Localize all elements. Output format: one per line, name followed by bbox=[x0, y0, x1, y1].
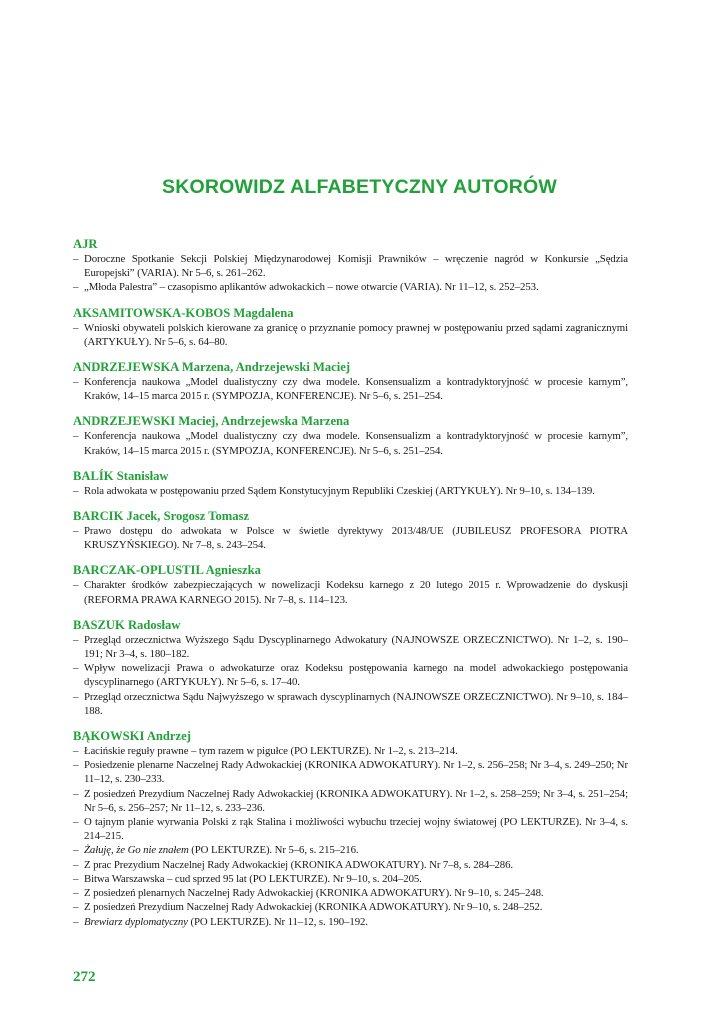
author-section bbox=[73, 305, 628, 349]
entry-text: Bitwa Warszawska – cud sprzed 95 lat (PO LEKTURZE). Nr 9–10, s. 204–205. bbox=[84, 872, 422, 885]
entry-text: O tajnym planie wyrwania Polski z rąk Stalina i możliwości wybuchu trzeciej wojny światowej (PO LEKTURZE). Nr 3–4, s. 214–215. bbox=[84, 816, 628, 843]
entry-title-italic: Żałuję, że Go nie znałem bbox=[84, 844, 189, 857]
index-entry bbox=[73, 578, 628, 606]
index-entry bbox=[73, 900, 628, 914]
entry-text: Konferencja naukowa „Model dualistyczny czy dwa modele. Konsensualizm a kontradyktoryjność w procesie karnym”, Kraków, 14–15 marca 2015 r. (SYMPOZJA, KONFERENCJE). Nr 5–6, s. 251–254. bbox=[84, 430, 628, 457]
entry-dash: – bbox=[73, 915, 79, 928]
entry-dash: – bbox=[73, 690, 79, 703]
index-entry bbox=[73, 843, 628, 857]
entry-list bbox=[73, 744, 628, 929]
author-name: AKSAMITOWSKA-KOBOS Magdalena bbox=[73, 305, 294, 320]
author-name: BASZUK Radosław bbox=[73, 617, 181, 632]
entry-text: (PO LEKTURZE). Nr 11–12, s. 190–192. bbox=[187, 915, 368, 928]
index-entry bbox=[73, 690, 628, 718]
index-entry bbox=[73, 915, 628, 929]
author-section bbox=[73, 508, 628, 552]
entry-text: Wpływ nowelizacji Prawa o adwokaturze oraz Kodeksu postępowania karnego na model adwokackiego postępowania dyscyplinarnego (ARTYKUŁY). Nr 5–6, s. 17–40. bbox=[84, 662, 628, 689]
entry-dash: – bbox=[73, 745, 79, 758]
index-entry bbox=[73, 375, 628, 403]
author-section bbox=[73, 413, 628, 457]
entry-dash: – bbox=[73, 759, 79, 772]
entry-text: „Młoda Palestra” – czasopismo aplikantów adwokackich – nowe otwarcie (VARIA). Nr 11–12, s. 252–253. bbox=[84, 281, 539, 294]
entry-text: Charakter środków zabezpieczających w nowelizacji Kodeksu karnego z 20 lutego 2015 r. Wprowadzenie do dyskusji (REFORMA PRAWA KARNEGO 2015). Nr 7–8, s. 114–123. bbox=[84, 579, 628, 606]
entry-dash: – bbox=[73, 321, 79, 334]
entry-text: Doroczne Spotkanie Sekcji Polskiej Międzynarodowej Komisji Prawników – wręczenie nagród w Konkursie „Sędzia Europejski” (VARIA). Nr 5–6, s. 261–262. bbox=[84, 253, 628, 280]
entry-text: Przegląd orzecznictwa Wyższego Sądu Dyscyplinarnego Adwokatury (NAJNOWSZE ORZECZNICTWO). Nr 1–2, s. 190–191; Nr 3–4, s. 180–182. bbox=[84, 633, 628, 661]
entry-text: Prawo dostępu do adwokata w Polsce w świetle dyrektywy 2013/48/UE (JUBILEUSZ PROFESORA PIOTRA KRUSZYŃSKIEGO). Nr 7–8, s. 243–254. bbox=[84, 525, 628, 552]
index-entry bbox=[73, 872, 628, 886]
index-entry bbox=[73, 280, 628, 294]
index-entry bbox=[73, 787, 628, 815]
entry-dash: – bbox=[73, 430, 79, 443]
index-entry bbox=[73, 886, 628, 900]
index-entry bbox=[73, 524, 628, 552]
entry-text: Rola adwokata w postępowaniu przed Sądem Konstytucyjnym Republiki Czeskiej (ARTYKUŁY). Nr 9–10, s. 134–139. bbox=[84, 484, 595, 497]
author-index bbox=[73, 236, 628, 939]
index-entry bbox=[73, 758, 628, 786]
entry-text: Z posiedzeń plenarnych Naczelnej Rady Adwokackiej (KRONIKA ADWOKATURY). Nr 9–10, s. 245–248. bbox=[84, 887, 544, 900]
index-entry bbox=[73, 484, 628, 498]
entry-list bbox=[73, 633, 628, 718]
entry-dash: – bbox=[73, 844, 79, 857]
entry-text: Z posiedzeń Prezydium Naczelnej Rady Adwokackiej (KRONIKA ADWOKATURY). Nr 1–2, s. 258–259; Nr 3–4, s. 251–254; Nr 5–6, s. 256–257; Nr 11–12, s. 233–236. bbox=[84, 787, 628, 814]
entry-text: Wnioski obywateli polskich kierowane za granicę o przyznanie pomocy prawnej w postępowaniu przed sądami zagranicznymi (ARTYKUŁY). Nr 5–6, s. 64–80. bbox=[84, 321, 628, 348]
entry-dash: – bbox=[73, 633, 79, 646]
index-entry bbox=[73, 858, 628, 872]
author-name: BALÍK Stanisław bbox=[73, 468, 169, 483]
author-section bbox=[73, 359, 628, 403]
author-section bbox=[73, 468, 628, 498]
entry-dash: – bbox=[73, 376, 79, 389]
author-name: ANDRZEJEWSKI Maciej, Andrzejewska Marzena bbox=[73, 414, 350, 429]
entry-title-italic: Brewiarz dyplomatyczny bbox=[84, 915, 188, 928]
index-entry bbox=[73, 429, 628, 457]
page-number: 272 bbox=[73, 969, 96, 985]
author-section bbox=[73, 617, 628, 718]
entry-text: Z prac Prezydium Naczelnej Rady Adwokackiej (KRONIKA ADWOKATURY). Nr 7–8, s. 284–286. bbox=[84, 858, 513, 871]
index-entry bbox=[73, 661, 628, 689]
page-title: SKOROWIDZ ALFABETYCZNY AUTORÓW bbox=[162, 176, 557, 198]
author-name: AJR bbox=[73, 237, 98, 251]
index-entry bbox=[73, 744, 628, 758]
entry-dash: – bbox=[73, 901, 79, 914]
entry-list bbox=[73, 484, 628, 498]
entry-text: Z posiedzeń Prezydium Naczelnej Rady Adwokackiej (KRONIKA ADWOKATURY). Nr 9–10, s. 248–252. bbox=[84, 901, 543, 914]
entry-text: (PO LEKTURZE). Nr 5–6, s. 215–216. bbox=[188, 844, 359, 857]
author-name: BARCZAK-OPLUSTIL Agnieszka bbox=[73, 563, 261, 578]
index-entry bbox=[73, 815, 628, 843]
entry-text: Posiedzenie plenarne Naczelnej Rady Adwokackiej (KRONIKA ADWOKATURY). Nr 1–2, s. 256–258; Nr 3–4, s. 249–250; Nr 11–12, s. 230–233. bbox=[84, 759, 628, 786]
entry-list bbox=[73, 429, 628, 457]
entry-text: Konferencja naukowa „Model dualistyczny czy dwa modele. Konsensualizm a kontradyktoryjność w procesie karnym”, Kraków, 14–15 marca 2015 r. (SYMPOZJA, KONFERENCJE). Nr 5–6, s. 251–254. bbox=[84, 376, 628, 403]
entry-list bbox=[73, 321, 628, 349]
entry-dash: – bbox=[73, 872, 79, 885]
entry-dash: – bbox=[73, 662, 79, 675]
entry-dash: – bbox=[73, 887, 79, 900]
entry-dash: – bbox=[73, 858, 79, 871]
entry-text: Łacińskie reguły prawne – tym razem w pigułce (PO LEKTURZE). Nr 1–2, s. 213–214. bbox=[84, 745, 458, 758]
entry-dash: – bbox=[73, 816, 79, 829]
entry-dash: – bbox=[73, 484, 79, 497]
author-section bbox=[73, 562, 628, 606]
author-name: BARCIK Jacek, Srogosz Tomasz bbox=[73, 509, 250, 524]
index-entry bbox=[73, 252, 628, 280]
entry-list bbox=[73, 578, 628, 606]
author-section bbox=[73, 236, 628, 295]
index-entry bbox=[73, 633, 628, 661]
author-section bbox=[73, 728, 628, 929]
entry-list bbox=[73, 375, 628, 403]
author-name: BĄKOWSKI Andrzej bbox=[73, 729, 191, 744]
entry-dash: – bbox=[73, 253, 79, 265]
author-name: ANDRZEJEWSKA Marzena, Andrzejewski Maciej bbox=[73, 360, 351, 375]
entry-dash: – bbox=[73, 787, 79, 800]
entry-dash: – bbox=[73, 281, 79, 294]
entry-dash: – bbox=[73, 525, 79, 538]
index-entry bbox=[73, 321, 628, 349]
entry-text: Przegląd orzecznictwa Sądu Najwyższego w sprawach dyscyplinarnych (NAJNOWSZE ORZECZNICTWO). Nr 9–10, s. 184–188. bbox=[84, 690, 628, 717]
entry-list bbox=[73, 252, 628, 295]
entry-dash: – bbox=[73, 579, 79, 592]
entry-list bbox=[73, 524, 628, 552]
